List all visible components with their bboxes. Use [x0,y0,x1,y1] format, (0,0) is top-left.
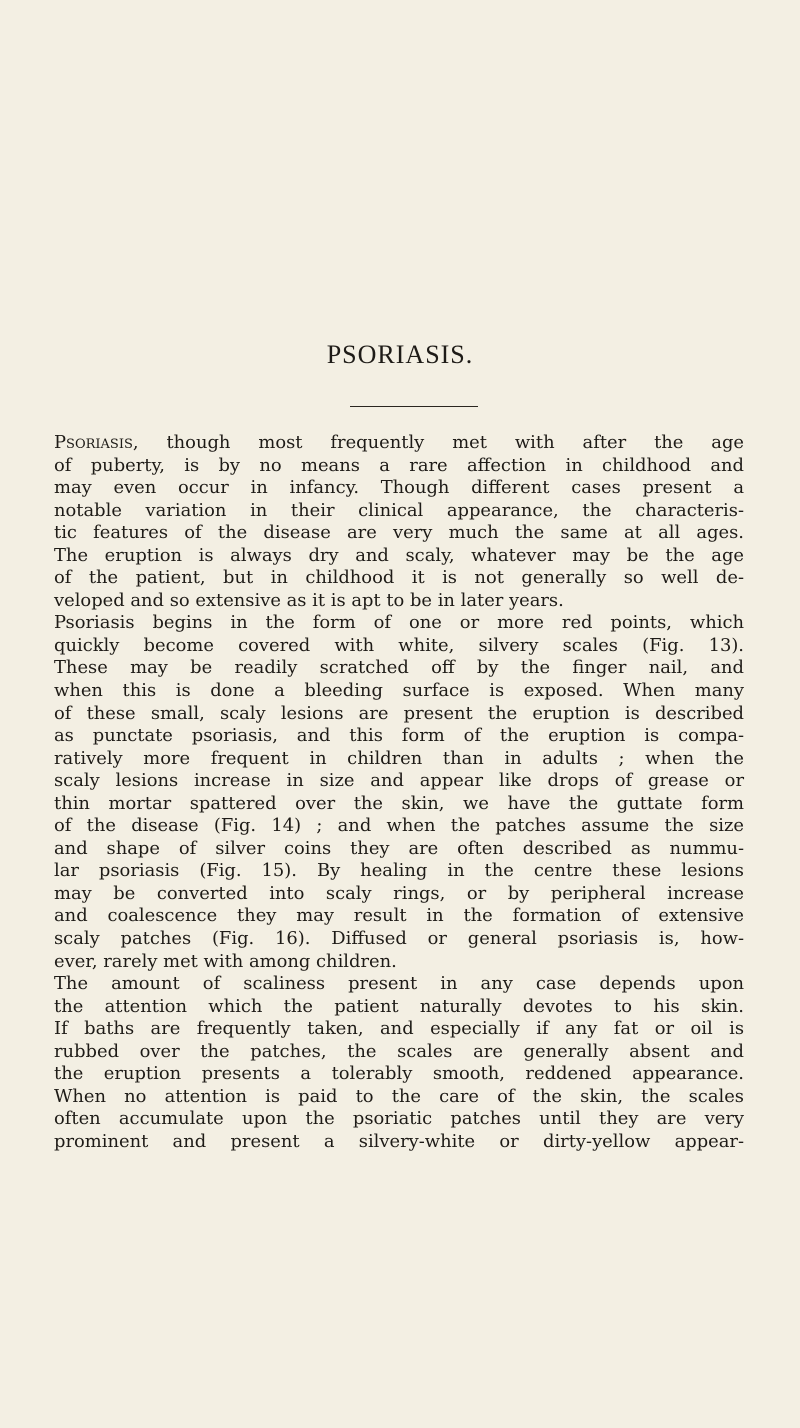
text-line: thin mortar spattered over the skin, we have the guttate form [54,792,744,814]
text-line: of puberty, is by no means a rare affection in childhood and [54,454,744,476]
text-line: tic features of the disease are very much the same at all ages. [54,522,744,544]
text-line: of the patient, but in childhood it is not generally so well de- [54,567,744,589]
text-line: of these small, scaly lesions are present the eruption is described [54,702,744,724]
text-line: when this is done a bleeding surface is exposed. When many [54,680,744,702]
text-line: Psoriasis begins in the form of one or more red points, which [54,612,744,634]
text-line: notable variation in their clinical appearance, the characteris- [54,499,744,521]
text-line: scaly lesions increase in size and appear like drops of grease or [54,770,744,792]
text-line: the attention which the patient naturally devotes to his skin. [54,995,744,1017]
text-line: rubbed over the patches, the scales are generally absent and [54,1040,744,1062]
chapter-title: PSORIASIS. [326,340,474,369]
text-line: scaly patches (Fig. 16). Diffused or general psoriasis is, how- [54,928,744,950]
text-line: the eruption presents a tolerably smooth, reddened appearance. [54,1063,744,1085]
text-line: may be converted into scaly rings, or by peripheral increase [54,882,744,904]
text-line: Psoriasis, though most frequently met with after the age [54,432,744,453]
text-line: ever, rarely met with among children. [54,950,397,972]
text-line: of the disease (Fig. 14) ; and when the patches assume the size [54,815,744,837]
text-line: quickly become covered with white, silvery scales (Fig. 13). [54,634,744,656]
text-line: When no attention is paid to the care of the skin, the scales [54,1085,744,1107]
text-line: and shape of silver coins they are often described as nummu- [54,837,744,859]
text-line: as punctate psoriasis, and this form of the eruption is compa- [54,725,744,747]
text-line: and coalescence they may result in the formation of extensive [54,905,744,927]
paragraph-1 [54,432,744,612]
text-line: may even occur in infancy. Though different cases present a [54,477,744,499]
text-line: lar psoriasis (Fig. 15). By healing in the centre these lesions [54,860,744,882]
text-line: veloped and so extensive as it is apt to be in later years. [54,589,564,611]
text-line: These may be readily scratched off by the finger nail, and [54,657,744,679]
text-line: The eruption is always dry and scaly, whatever may be the age [54,544,744,566]
text-line: ratively more frequent in children than in adults ; when the [54,747,744,769]
text-line: prominent and present a silvery-white or dirty-yellow appear- [54,1130,744,1152]
title-divider [350,406,478,407]
paragraph-2 [54,612,744,973]
paragraph-3 [54,973,744,1153]
lead-word: Psoriasis, [54,432,139,453]
text-line: The amount of scaliness present in any case depends upon [54,973,744,995]
body-text [54,432,744,1154]
text-line: If baths are frequently taken, and especially if any fat or oil is [54,1018,744,1040]
text-line: often accumulate upon the psoriatic patches until they are very [54,1108,744,1130]
